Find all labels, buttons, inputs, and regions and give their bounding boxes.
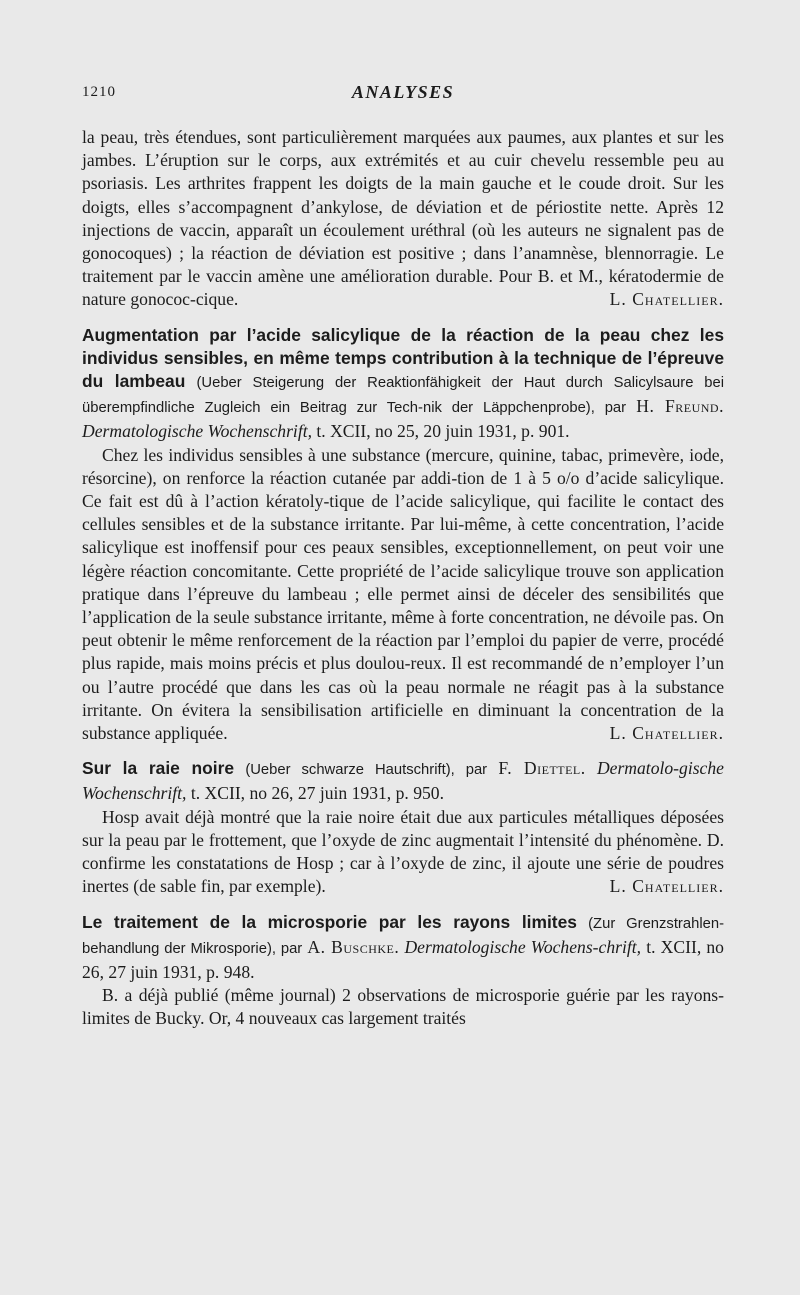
article-body: [82, 984, 724, 1030]
article-reference: t. XCII, no 25, 20 juin 1931, p. 901.: [316, 421, 570, 442]
page-content: [82, 126, 724, 1031]
article-original-title: (Zur Grenzstrahlen-behandlung der Mikrosporie), par: [82, 915, 724, 957]
page-header: [82, 84, 724, 108]
article-signature: L. Chatellier.: [609, 723, 724, 744]
article-title: Sur la raie noire: [82, 758, 235, 779]
article-journal: Dermatolo-gische Wochenschrift,: [82, 758, 724, 804]
article-microsporia: [82, 911, 724, 1031]
article-signature: L. Chatellier.: [609, 876, 724, 897]
article-body: [82, 444, 724, 746]
article-heading: [82, 757, 724, 805]
continuation-paragraph: [82, 126, 724, 312]
article-salicylic-acid: [82, 324, 724, 746]
continuation-text: la peau, très étendues, sont particulièrement marquées aux paumes, aux plantes et sur les jambes. L’éruption sur le corps, aux extrémités et au cuir chevelu ressemble peu au psoriasis. Les arthrites frappent les doigts de la main gauche et le coude droit. Sur les doigts, elles s’accompagnent d’ankylose, de déviation et de périostite nette. Après 12 injections de vaccin, apparaît un écoulement uréthral (où les auteurs ne signalent pas de gonocoques) ; la réaction de déviation est positive ; dans l’anamnèse, blennorragie. Le traitement par le vaccin amène une amélioration durable. Pour B. et M., kératodermie de nature gonococ-cique.: [82, 127, 724, 310]
page-number: 1210: [82, 84, 116, 100]
article-heading: [82, 324, 724, 444]
article-author: A. Buschke.: [307, 936, 400, 957]
article-journal: Dermatologische Wochens-chrift,: [404, 936, 642, 957]
article-body-text: B. a déjà publié (même journal) 2 observations de microsporie guérie par les rayons-limites de Bucky. Or, 4 nouveaux cas largement traités: [82, 985, 724, 1029]
article-author: H. Freund.: [636, 396, 724, 417]
article-original-title: (Ueber Steigerung der Reaktionfähigkeit der Haut durch Salicylsaure bei überempfindliche Zugleich ein Beitrag zur Tech-nik der Läppchenprobe), par: [82, 375, 724, 417]
running-head: ANALYSES: [351, 82, 455, 102]
article-body-text: Chez les individus sensibles à une substance (mercure, quinine, tabac, primevère, iode, résorcine), on renforce la réaction cutanée par addi-tion de 1 à 5 o/o d’acide salicylique. Ce fait est dû à l’action kératoly-tique de l’acide salicylique, qui facilite le contact des cellules sensibles et de la substance irritante. Par lui-même, à cette concentration, l’acide salicylique est inoffensif pour ces peaux sensibles, exceptionnellement, on peut voir une légère réaction concomitante. Cette propriété de l’acide salicylique trouve son application pratique dans l’épreuve du lambeau ; elle permet ainsi de déceler des sensibilités que l’application de la seule substance irritante, même à forte concentration, ne dévoile pas. On peut obtenir le même renforcement de la réaction par l’emploi du papier de verre, procédé plus rapide, mais moins précis et plus doulou-reux. Il est recommandé de n’employer l’un ou l’autre procédé que dans les cas où la peau normale ne réagit pas à la substance irritante. On évitera la sensibilisation artificielle en diminuant la concentration de la substance appliquée.: [82, 444, 724, 744]
article-title: Augmentation par l’acide salicylique de la réaction de la peau chez les individus sensibles, en même temps contribution à la technique de l’épreuve du lambeau: [82, 324, 724, 392]
article-author: F. Diettel.: [498, 758, 586, 779]
article-body: [82, 806, 724, 899]
article-reference: t. XCII, no 26, 27 juin 1931, p. 948.: [82, 936, 724, 982]
article-heading: [82, 911, 724, 985]
article-body-text: Hosp avait déjà montré que la raie noire était due aux particules métalliques déposées sur la peau par le frottement, que l’oxyde de zinc augmentait l’intensité du phénomène. D. confirme les constatations de Hosp ; car à l’oxyde de zinc, il ajoute une série de poudres inertes (de sable fin, par exemple).: [82, 806, 724, 897]
article-journal: Dermatologische Wochenschrift,: [82, 421, 312, 442]
continuation-signature: L. Chatellier.: [609, 289, 724, 310]
article-black-line: [82, 757, 724, 898]
article-original-title: (Ueber schwarze Hautschrift), par: [245, 762, 488, 779]
article-title: Le traitement de la microsporie par les rayons limites: [82, 911, 577, 932]
article-reference: t. XCII, no 26, 27 juin 1931, p. 950.: [190, 783, 444, 804]
